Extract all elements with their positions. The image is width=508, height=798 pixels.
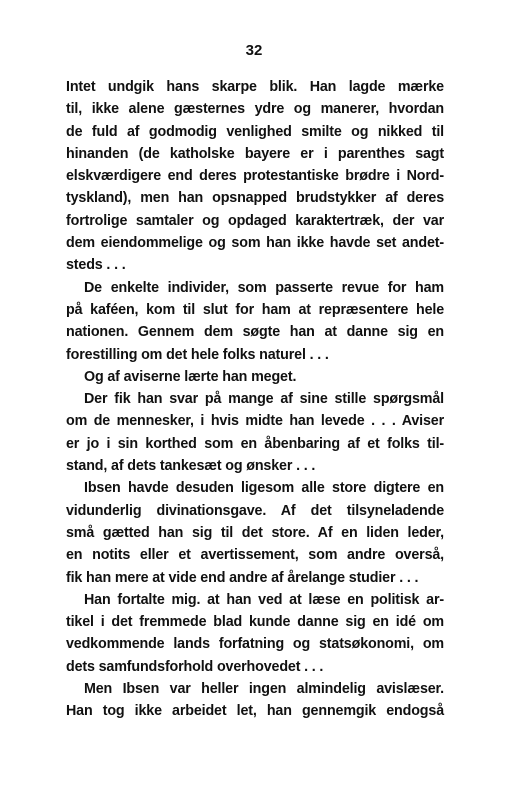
body-text: [66, 76, 444, 723]
text-line: tikel i det fremmede blad kunde danne sig en idé om: [66, 614, 444, 631]
text-line: Ibsen havde desuden ligesom alle store digtere en: [84, 480, 444, 497]
text-line: hinanden (de katholske bayere er i parenthes sagt: [66, 145, 444, 162]
text-line: stand, af dets tankesæt og ønsker . . .: [66, 458, 316, 475]
text-line: Intet undgik hans skarpe blik. Han lagde mærke: [66, 79, 444, 95]
text-line: på kaféen, kom til slut for ham at repræsentere hele: [66, 301, 444, 318]
text-line: til, ikke alene gæsternes ydre og manerer, hvordan: [66, 101, 444, 118]
text-line: tyskland), men han opsnapped brudstykker af deres: [66, 190, 444, 207]
text-line: De enkelte individer, som passerte revue for ham: [84, 279, 444, 296]
text-line: om de mennesker, i hvis midte han levede . . . Aviser: [66, 413, 444, 430]
text-line: Men Ibsen var heller ingen almindelig avislæser.: [84, 681, 444, 698]
text-line: nationen. Gennem dem søgte han at danne sig en: [66, 324, 444, 341]
text-line: dets samfundsforhold overhovedet . . .: [66, 658, 324, 675]
text-line: de fuld af godmodig venlighed smilte og nikked til: [66, 123, 444, 140]
text-line: forestilling om det hele folks naturel . . .: [66, 346, 329, 363]
text-line: elskværdigere end deres protestantiske brødre i Nord-: [66, 168, 444, 185]
text-line: en notits eller et avertissement, som andre overså,: [66, 547, 444, 564]
text-line: vidunderlig divinationsgave. Af det tilsyneladende: [66, 502, 444, 519]
text-line: Han fortalte mig. at han ved at læse en politisk ar-: [84, 591, 444, 608]
text-line: Han tog ikke arbeidet let, han gennemgik endogså: [66, 703, 444, 720]
text-line: vedkommende lands forfatning og statsøkonomi, om: [66, 636, 444, 653]
text-line: steds . . .: [66, 257, 126, 274]
page-number: 32: [245, 42, 263, 59]
text-line: er jo i sin korthed som en åbenbaring af et folks til-: [66, 435, 444, 452]
text-line: dem eiendommelige og som han ikke havde set andet-: [66, 235, 444, 252]
text-line: fortrolige samtaler og opdaged karaktertræk, der var: [66, 212, 444, 229]
text-line: Der fik han svar på mange af sine stille spørgsmål: [84, 391, 444, 408]
text-line: fik han mere at vide end andre af årelange studier . . .: [66, 569, 419, 586]
text-line: Og af aviserne lærte han meget.: [84, 368, 297, 385]
text-line: små gætted han sig til det store. Af en liden leder,: [66, 524, 444, 541]
